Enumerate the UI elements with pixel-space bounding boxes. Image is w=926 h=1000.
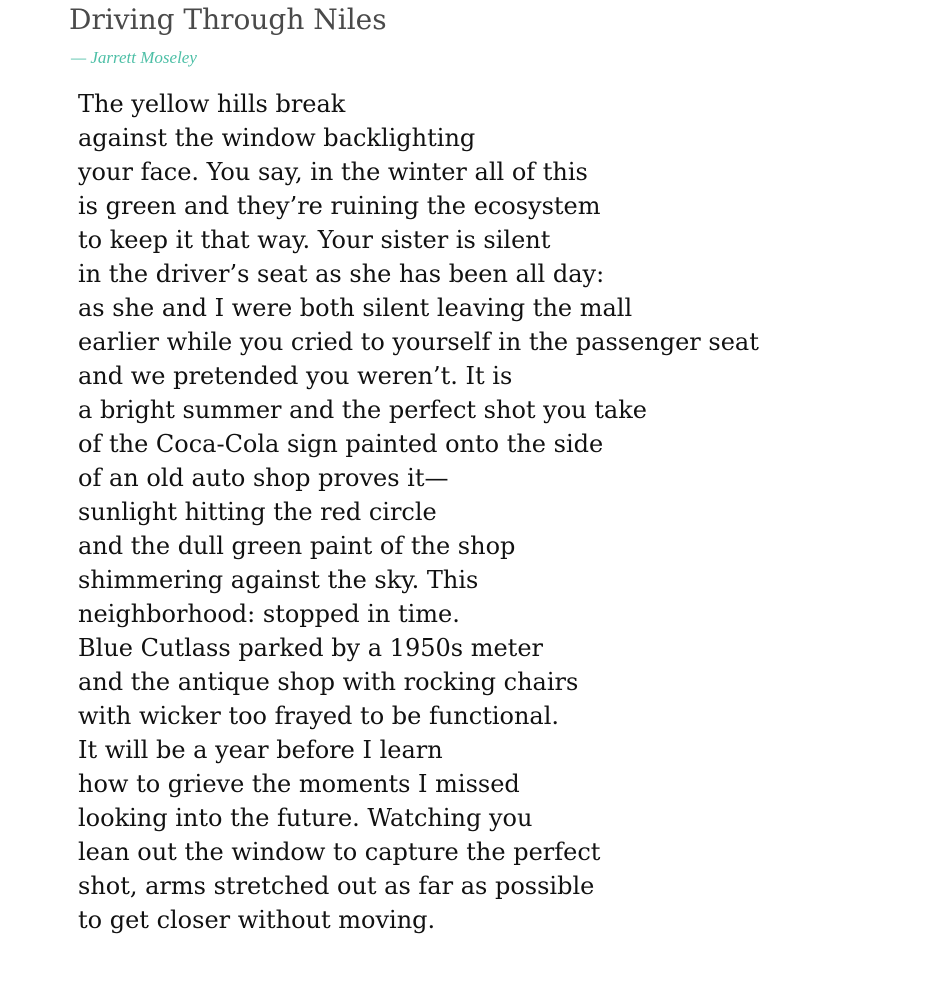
poem-line: and we pretended you weren’t. It is (78, 362, 513, 390)
poem-line: to get closer without moving. (78, 906, 436, 934)
poem-line: of the Coca-Cola sign painted onto the side (78, 430, 604, 458)
poem-line: and the antique shop with rocking chairs (78, 668, 579, 696)
poem-line: It will be a year before I learn (78, 736, 443, 764)
poem-line: looking into the future. Watching you (78, 804, 533, 832)
poem-line: sunlight hitting the red circle (78, 498, 437, 526)
poem-line: The yellow hills break (78, 90, 346, 118)
poem-line: as she and I were both silent leaving the mall (78, 294, 633, 322)
poem-line: a bright summer and the perfect shot you take (78, 396, 647, 424)
poem-line: lean out the window to capture the perfect (78, 838, 601, 866)
poem-line: and the dull green paint of the shop (78, 532, 516, 560)
poem-line: shot, arms stretched out as far as possible (78, 872, 595, 900)
poem-line: how to grieve the moments I missed (78, 770, 520, 798)
poem-author-byline: — Jarrett Moseley (71, 48, 197, 67)
poem-line: shimmering against the sky. This (78, 566, 479, 594)
poem-line: with wicker too frayed to be functional. (78, 702, 560, 730)
poem-title: Driving Through Niles (69, 3, 387, 36)
poem-body (78, 87, 759, 937)
poem-line: neighborhood: stopped in time. (78, 600, 460, 628)
poem-line: against the window backlighting (78, 124, 476, 152)
poem-line: your face. You say, in the winter all of this (78, 158, 588, 186)
poem-line: to keep it that way. Your sister is silent (78, 226, 551, 254)
poem-line: is green and they’re ruining the ecosystem (78, 192, 601, 220)
poem-line: of an old auto shop proves it— (78, 464, 449, 492)
poem-line: earlier while you cried to yourself in the passenger seat (78, 328, 759, 356)
poem-line: in the driver’s seat as she has been all day: (78, 260, 605, 288)
poem-line: Blue Cutlass parked by a 1950s meter (78, 634, 543, 662)
